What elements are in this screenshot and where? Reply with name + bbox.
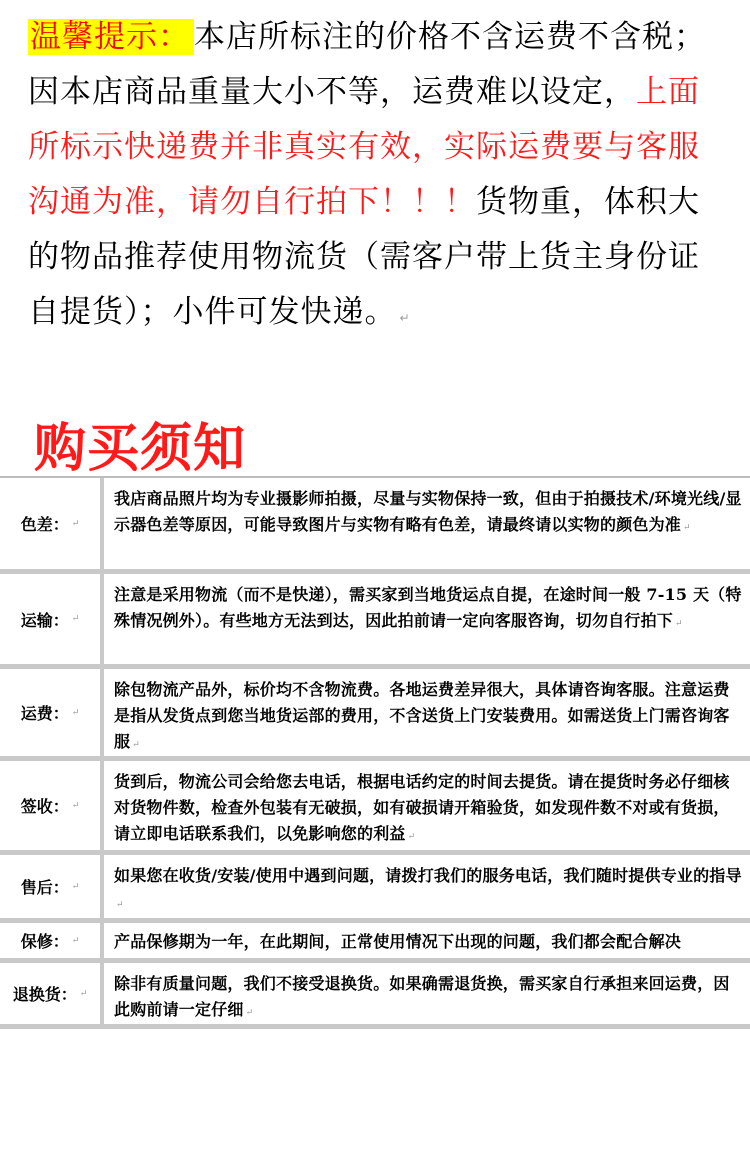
- paragraph-mark-icon: ↵: [71, 707, 80, 718]
- row-content: 货到后，物流公司会给您去电话，根据电话约定的时间去提货。请在提货时务必仔细核对货物件数，检查外包装有无破损，如有破损请开箱验货，如发现件数不对或有货损，请立即电话联系我们，以免影响您的利益 ↵: [114, 772, 730, 843]
- table-row: [0, 963, 750, 1029]
- notice-label: 温馨提示：: [28, 19, 194, 55]
- notice-text-intro: 本店所标注的价格不含运费不含税；因本店商品重量大小不等，运费难以设定，: [28, 19, 706, 110]
- paragraph-mark-icon: ↵: [399, 311, 411, 325]
- table-row: [0, 669, 750, 761]
- paragraph-mark-icon: ↵: [116, 900, 124, 910]
- row-content: 注意是采用物流（而不是快递），需买家到当地货运点自提，在途时间一般 7-15 天（特殊情况例外）。有些地方无法到达，因此拍前请一定向客服咨询，切勿自行拍下 ↵: [114, 585, 742, 630]
- row-content: 如果您在收货/安装/使用中遇到问题，请拨打我们的服务电话，我们随时提供专业的指导↵: [114, 866, 742, 910]
- paragraph-mark-icon: ↵: [683, 523, 691, 533]
- row-label: 运费： ↵: [0, 669, 104, 756]
- notice-warning-text: 上面所标示快递费并非真实有效，实际运费要与客服沟通为准，请勿自行拍下！！！: [28, 74, 700, 220]
- paragraph-mark-icon: ↵: [407, 832, 416, 842]
- table-row: [0, 478, 750, 574]
- paragraph-mark-icon: ↵: [675, 619, 683, 629]
- table-row: [0, 761, 750, 855]
- paragraph-mark-icon: ↵: [245, 1008, 254, 1018]
- row-content: 我店商品照片均为专业摄影师拍摄，尽量与实物保持一致，但由于拍摄技术/环境光线/显示器色差等原因，可能导致图片与实物有略有色差，请最终请以实物的颜色为准 ↵: [114, 489, 742, 534]
- table-row: [0, 574, 750, 669]
- purchase-notes-heading: 购买须知: [34, 419, 247, 479]
- purchase-notes-table: [0, 476, 750, 1029]
- table-row: [0, 923, 750, 963]
- paragraph-mark-icon: ↵: [71, 881, 80, 892]
- row-content: 产品保修期为一年，在此期间，正常使用情况下出现的问题，我们都会配合解决: [114, 932, 682, 951]
- row-label: 保修： ↵: [0, 923, 104, 958]
- table-row: [0, 855, 750, 923]
- paragraph-mark-icon: ↵: [132, 740, 140, 750]
- row-label: 售后： ↵: [0, 855, 104, 918]
- notice-text-advice: 货物重，体积大的物品推荐使用物流货（需客户带上货主身份证自提货）；小件可发快递。: [28, 184, 700, 330]
- shipping-notice: [28, 10, 728, 346]
- row-content: 除非有质量问题，我们不接受退换货。如果确需退货换，需买家自行承担来回运费，因此购前请一定仔细 ↵: [114, 974, 730, 1019]
- paragraph-mark-icon: ↵: [71, 800, 80, 811]
- paragraph-mark-icon: ↵: [71, 614, 80, 624]
- paragraph-mark-icon: ↵: [71, 935, 80, 946]
- row-content: 除包物流产品外，标价均不含物流费。各地运费差异很大，具体请咨询客服。注意运费是指从发货点到您当地货运部的费用，不含送货上门安装费用。如需送货上门需咨询客服 ↵: [114, 680, 730, 751]
- paragraph-mark-icon: ↵: [71, 518, 80, 529]
- row-label: 色差： ↵: [0, 478, 104, 569]
- row-label: 退换货： ↵: [0, 963, 104, 1024]
- paragraph-mark-icon: ↵: [79, 988, 88, 999]
- row-label: 运输： ↵: [0, 574, 104, 664]
- row-label: 签收： ↵: [0, 761, 104, 850]
